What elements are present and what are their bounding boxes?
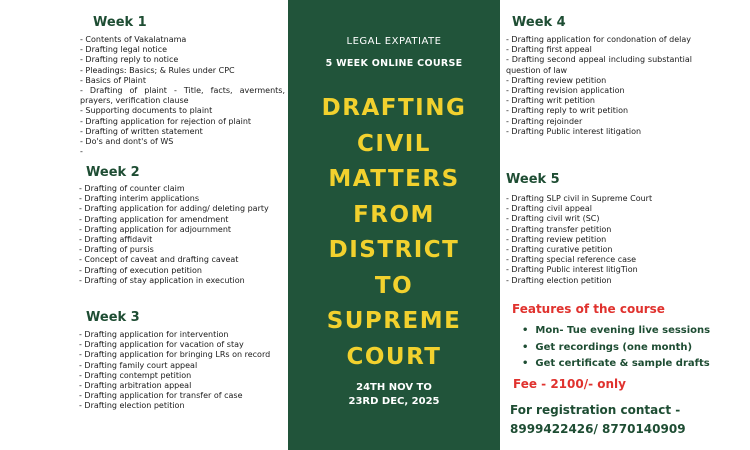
list-item: - Drafting of written statement <box>80 126 203 136</box>
list-item: - <box>80 147 83 157</box>
list-item: - Drafting second appeal including substantial question of law <box>506 55 692 75</box>
list-item: - Contents of Vakalatnama <box>80 35 187 44</box>
course-title-panel <box>288 0 500 450</box>
list-item: - Drafting review petition <box>506 234 607 244</box>
list-item: - Drafting reply to writ petition <box>506 106 629 116</box>
list-item: - Drafting application for amendment <box>79 214 229 224</box>
list-item: - Drafting curative petition <box>506 245 613 255</box>
list-item: - Drafting review petition <box>506 75 607 85</box>
title-line: SUPREME <box>326 308 462 334</box>
list-item: - Drafting of counter claim <box>79 184 185 193</box>
list-item: - Drafting election petition <box>79 401 185 411</box>
list-item: - Drafting reply to notice <box>80 55 179 65</box>
list-item: - Drafting election petition <box>506 275 612 285</box>
list-item: - Drafting of stay application in execution <box>79 275 245 285</box>
list-item: - Drafting of plaint - Title, facts, averments, prayers, verification clause <box>80 86 285 106</box>
registration-contact <box>510 401 686 439</box>
list-item: - Drafting rejoinder <box>506 116 583 126</box>
title-line: CIVIL <box>357 130 431 157</box>
list-item: - Drafting application for vacation of stay <box>79 340 244 350</box>
week1-list <box>80 35 285 157</box>
course-fee: Fee - 2100/- only <box>513 377 626 391</box>
course-subtitle: 5 WEEK ONLINE COURSE <box>325 58 463 69</box>
list-item: - Do's and dont's of WS <box>80 137 174 147</box>
list-item: - Drafting first appeal <box>506 45 592 55</box>
feature-item: • Get recordings (one month) <box>522 340 710 357</box>
list-item: - Drafting application for transfer of case <box>79 391 243 401</box>
list-item: - Concept of caveat and drafting caveat <box>79 255 239 265</box>
list-item: - Drafting application for intervention <box>79 330 229 339</box>
week4-list <box>506 35 692 137</box>
title-line: COURT <box>346 343 442 370</box>
list-item: - Drafting SLP civil in Supreme Court <box>506 194 653 203</box>
list-item: - Drafting legal notice <box>80 45 168 55</box>
dates-line: 24TH NOV TO <box>356 382 432 393</box>
list-item: - Drafting civil writ (SC) <box>506 214 600 224</box>
list-item: - Drafting application for rejection of plaint <box>80 116 252 126</box>
list-item: - Drafting application for condonation of delay <box>506 35 692 44</box>
list-item: - Drafting Public interest litigTion <box>506 265 638 275</box>
list-item: - Drafting writ petition <box>506 96 595 106</box>
list-item: - Drafting of execution petition <box>79 265 202 275</box>
list-item: - Drafting application for adjournment <box>79 224 232 234</box>
features-list <box>522 323 710 373</box>
list-item: - Pleadings: Basics; & Rules under CPC <box>80 65 235 75</box>
list-item: - Drafting revision application <box>506 86 625 96</box>
week2-heading: Week 2 <box>86 165 140 180</box>
title-line: TO <box>374 272 414 299</box>
organizer-name: LEGAL EXPATIATE <box>346 36 442 47</box>
list-item: - Drafting arbitration appeal <box>79 381 192 391</box>
list-item: - Drafting affidavit <box>79 235 153 245</box>
list-item: - Drafting contempt petition <box>79 370 192 380</box>
title-line: DISTRICT <box>328 237 460 263</box>
list-item: - Drafting transfer petition <box>506 224 612 234</box>
list-item: - Drafting family court appeal <box>79 360 198 370</box>
week3-heading: Week 3 <box>86 310 140 325</box>
list-item: - Basics of Plaint <box>80 75 146 85</box>
registration-label: For registration contact - <box>510 403 681 417</box>
features-heading: Features of the course <box>512 302 665 316</box>
list-item: - Drafting special reference case <box>506 255 637 265</box>
week5-list <box>506 194 692 286</box>
list-item: - Drafting application for adding/ deleting party <box>79 204 269 214</box>
week4-heading: Week 4 <box>512 15 566 30</box>
week2-list <box>79 184 284 286</box>
course-title <box>288 91 500 375</box>
list-item: - Drafting interim applications <box>79 194 200 204</box>
list-item: - Drafting application for bringing LRs on record <box>79 350 271 360</box>
feature-item: • Mon- Tue evening live sessions <box>522 323 710 340</box>
list-item: - Drafting Public interest litigation <box>506 126 642 136</box>
title-line: FROM <box>353 201 435 228</box>
dates-line: 23RD DEC, 2025 <box>348 396 440 407</box>
week5-heading: Week 5 <box>506 172 560 187</box>
list-item: - Supporting documents to plaint <box>80 106 213 116</box>
list-item: - Drafting civil appeal <box>506 204 592 214</box>
list-item: - Drafting of pursis <box>79 245 154 255</box>
week3-list <box>79 330 284 412</box>
title-line: MATTERS <box>328 166 460 192</box>
feature-item: • Get certificate & sample drafts <box>522 356 710 373</box>
week1-heading: Week 1 <box>93 15 147 30</box>
title-line: DRAFTING <box>321 95 467 121</box>
course-dates <box>288 381 500 409</box>
registration-phone: 8999422426/ 8770140909 <box>510 422 686 436</box>
